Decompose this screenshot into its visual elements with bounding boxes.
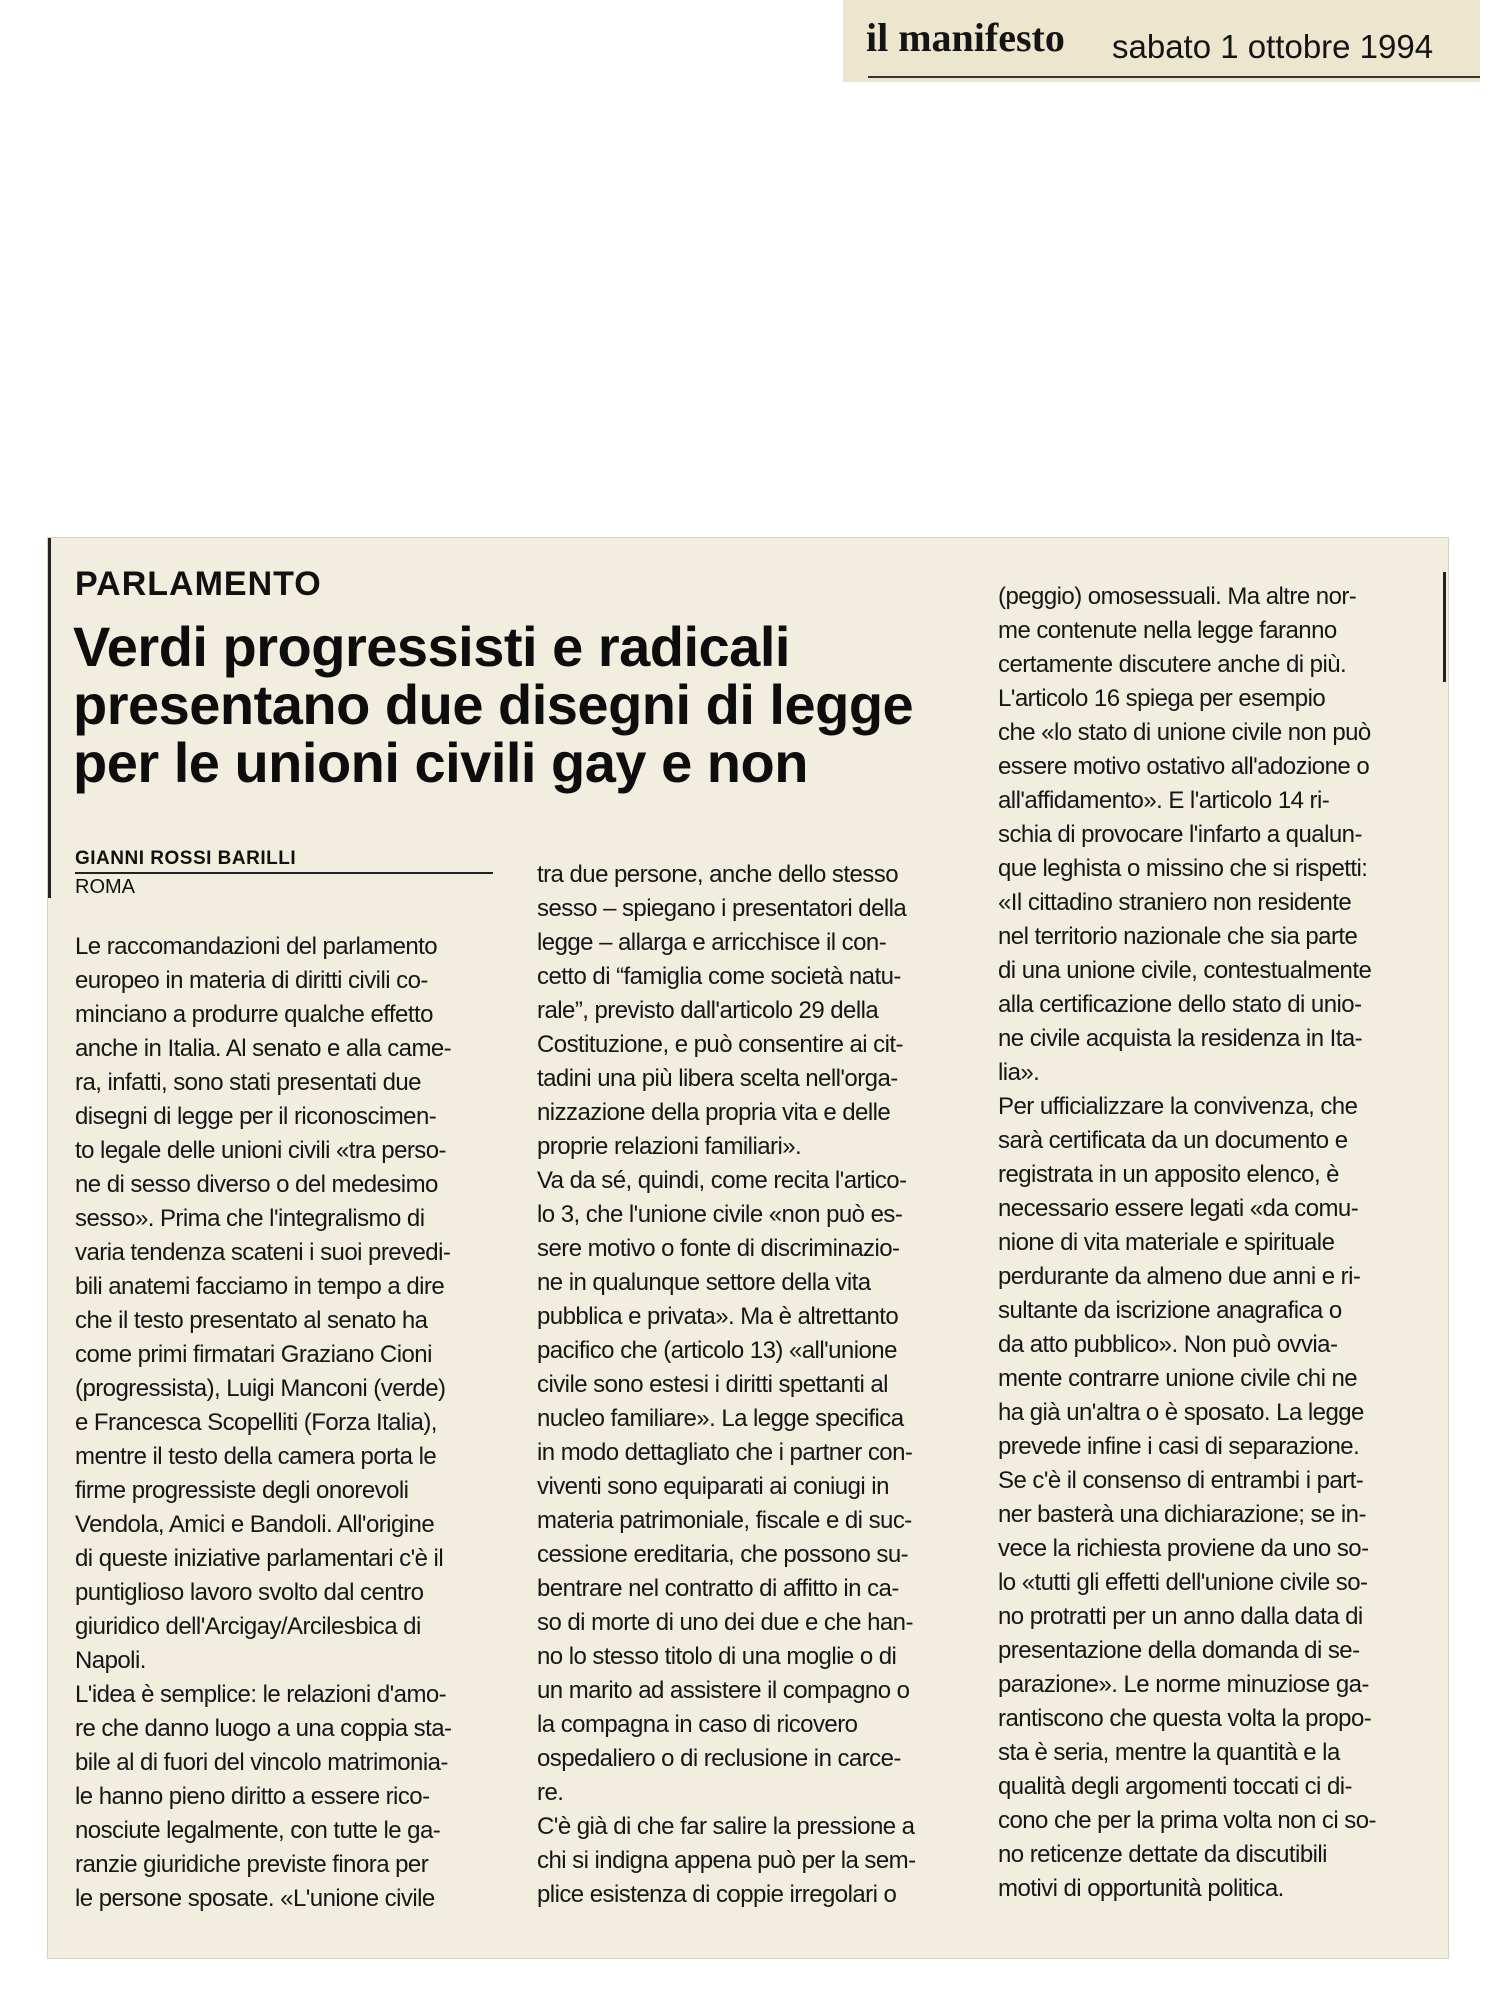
text-line: so di morte di uno dei due e che han- bbox=[537, 1609, 913, 1636]
text-line: «Il cittadino straniero non residente bbox=[998, 889, 1352, 916]
text-line: bentrare nel contratto di affitto in ca- bbox=[537, 1575, 899, 1602]
text-line: nizzazione della propria vita e delle bbox=[537, 1099, 891, 1126]
masthead-rule bbox=[868, 76, 1480, 78]
text-line: di queste iniziative parlamentari c'è il bbox=[75, 1545, 444, 1572]
text-line: nosciute legalmente, con tutte le ga- bbox=[75, 1817, 441, 1844]
text-line: pubblica e privata». Ma è altrettanto bbox=[537, 1303, 899, 1330]
publication-date: sabato 1 ottobre 1994 bbox=[1112, 28, 1434, 65]
text-line: sesso». Prima che l'integralismo di bbox=[75, 1205, 425, 1232]
text-line: ospedaliero o di reclusione in carce- bbox=[537, 1745, 901, 1772]
text-line: viventi sono equiparati ai coniugi in bbox=[537, 1473, 889, 1500]
text-line: la compagna in caso di ricovero bbox=[537, 1711, 858, 1738]
newspaper-name: il manifesto bbox=[866, 15, 1065, 60]
text-line: nucleo familiare». La legge specifica bbox=[537, 1405, 904, 1432]
text-line: ne civile acquista la residenza in Ita- bbox=[998, 1025, 1363, 1052]
text-line: que leghista o missino che si rispetti: bbox=[998, 855, 1368, 882]
section-label: PARLAMENTO bbox=[75, 565, 322, 603]
text-line: lia». bbox=[998, 1059, 1040, 1086]
text-line: no lo stesso titolo di una moglie o di bbox=[537, 1643, 897, 1670]
text-line: motivi di opportunità politica. bbox=[998, 1875, 1284, 1902]
text-line: rantiscono che questa volta la propo- bbox=[998, 1705, 1372, 1732]
headline-line: Verdi progressisti e radicali bbox=[73, 615, 790, 678]
text-line: pacifico che (articolo 13) «all'unione bbox=[537, 1337, 897, 1364]
text-line: Se c'è il consenso di entrambi i part- bbox=[998, 1467, 1364, 1494]
text-line: minciano a produrre qualche effetto bbox=[75, 1001, 433, 1028]
article-column-3 bbox=[998, 580, 1428, 1906]
text-line: da atto pubblico». Non può ovvia- bbox=[998, 1331, 1338, 1358]
byline-rule bbox=[75, 872, 493, 874]
text-line: re. bbox=[537, 1779, 564, 1806]
text-line: nel territorio nazionale che sia parte bbox=[998, 923, 1358, 950]
text-line: chi si indigna appena può per la sem- bbox=[537, 1847, 916, 1874]
text-line: ne in qualunque settore della vita bbox=[537, 1269, 871, 1296]
text-line: lo «tutti gli effetti dell'unione civile so- bbox=[998, 1569, 1368, 1596]
text-line: sta è seria, mentre la quantità e la bbox=[998, 1739, 1340, 1766]
text-line: C'è già di che far salire la pressione a bbox=[537, 1813, 915, 1840]
text-line: tadini una più libera scelta nell'orga- bbox=[537, 1065, 898, 1092]
headline bbox=[73, 615, 973, 794]
text-line: plice esistenza di coppie irregolari o bbox=[537, 1881, 897, 1908]
text-line: le persone sposate. «L'unione civile bbox=[75, 1885, 435, 1912]
text-line: sarà certificata da un documento e bbox=[998, 1127, 1348, 1154]
text-line: nione di vita materiale e spirituale bbox=[998, 1229, 1335, 1256]
text-line: Napoli. bbox=[75, 1647, 146, 1674]
text-line: perdurante da almeno due anni e ri- bbox=[998, 1263, 1361, 1290]
text-line: me contenute nella legge faranno bbox=[998, 617, 1337, 644]
text-line: ner basterà una dichiarazione; se in- bbox=[998, 1501, 1366, 1528]
text-line: puntiglioso lavoro svolto dal centro bbox=[75, 1579, 424, 1606]
text-line: parazione». Le norme minuziose ga- bbox=[998, 1671, 1369, 1698]
text-line: lo 3, che l'unione civile «non può es- bbox=[537, 1201, 903, 1228]
text-line: all'affidamento». E l'articolo 14 ri- bbox=[998, 787, 1330, 814]
text-line: ranzie giuridiche previste finora per bbox=[75, 1851, 429, 1878]
headline-line: per le unioni civili gay e non bbox=[73, 731, 808, 794]
text-line: anche in Italia. Al senato e alla came- bbox=[75, 1035, 452, 1062]
text-line: legge – allarga e arricchisce il con- bbox=[537, 929, 887, 956]
text-line: che «lo stato di unione civile non può bbox=[998, 719, 1371, 746]
text-line: ra, infatti, sono stati presentati due bbox=[75, 1069, 421, 1096]
text-line: proprie relazioni familiari». bbox=[537, 1133, 802, 1160]
text-line: schia di provocare l'infarto a qualun- bbox=[998, 821, 1362, 848]
text-line: presentazione della domanda di se- bbox=[998, 1637, 1360, 1664]
text-line: tra due persone, anche dello stesso bbox=[537, 861, 899, 888]
text-line: cono che per la prima volta non ci so- bbox=[998, 1807, 1376, 1834]
clipping-right-edge bbox=[1443, 572, 1446, 682]
text-line: sesso – spiegano i presentatori della bbox=[537, 895, 907, 922]
text-line: le hanno pieno diritto a essere rico- bbox=[75, 1783, 430, 1810]
text-line: registrata in un apposito elenco, è bbox=[998, 1161, 1339, 1188]
text-line: firme progressiste degli onorevoli bbox=[75, 1477, 409, 1504]
text-line: in modo dettagliato che i partner con- bbox=[537, 1439, 913, 1466]
text-line: L'idea è semplice: le relazioni d'amo- bbox=[75, 1681, 447, 1708]
text-line: bili anatemi facciamo in tempo a dire bbox=[75, 1273, 445, 1300]
text-line: e Francesca Scopelliti (Forza Italia), bbox=[75, 1409, 437, 1436]
text-line: necessario essere legati «da comu- bbox=[998, 1195, 1359, 1222]
text-line: Costituzione, e può consentire ai cit- bbox=[537, 1031, 903, 1058]
text-line: cessione ereditaria, che possono su- bbox=[537, 1541, 909, 1568]
text-line: un marito ad assistere il compagno o bbox=[537, 1677, 910, 1704]
text-line: no protratti per un anno dalla data di bbox=[998, 1603, 1363, 1630]
text-line: rale”, previsto dall'articolo 29 della bbox=[537, 997, 879, 1024]
text-line: mente contrarre unione civile chi ne bbox=[998, 1365, 1358, 1392]
article-column-1 bbox=[75, 930, 495, 1916]
text-line: europeo in materia di diritti civili co- bbox=[75, 967, 428, 994]
text-line: varia tendenza scateni i suoi prevedi- bbox=[75, 1239, 451, 1266]
text-line: qualità degli argomenti toccati ci di- bbox=[998, 1773, 1352, 1800]
text-line: to legale delle unioni civili «tra perso- bbox=[75, 1137, 447, 1164]
text-line: di una unione civile, contestualmente bbox=[998, 957, 1372, 984]
text-line: Vendola, Amici e Bandoli. All'origine bbox=[75, 1511, 435, 1538]
text-line: Va da sé, quindi, come recita l'artico- bbox=[537, 1167, 907, 1194]
article-column-2 bbox=[537, 858, 957, 1912]
text-line: che il testo presentato al senato ha bbox=[75, 1307, 428, 1334]
text-line: re che danno luogo a una coppia sta- bbox=[75, 1715, 452, 1742]
text-line: certamente discutere anche di più. bbox=[998, 651, 1347, 678]
clipping-left-edge bbox=[48, 538, 51, 898]
text-line: giuridico dell'Arcigay/Arcilesbica di bbox=[75, 1613, 421, 1640]
text-line: disegni di legge per il riconoscimen- bbox=[75, 1103, 437, 1130]
text-line: sultante da iscrizione anagrafica o bbox=[998, 1297, 1342, 1324]
text-line: essere motivo ostativo all'adozione o bbox=[998, 753, 1370, 780]
text-line: vece la richiesta proviene da uno so- bbox=[998, 1535, 1369, 1562]
text-line: (peggio) omosessuali. Ma altre nor- bbox=[998, 583, 1357, 610]
text-line: ha già un'altra o è sposato. La legge bbox=[998, 1399, 1364, 1426]
text-line: come primi firmatari Graziano Cioni bbox=[75, 1341, 432, 1368]
text-line: prevede infine i casi di separazione. bbox=[998, 1433, 1360, 1460]
text-line: cetto di “famiglia come società natu- bbox=[537, 963, 901, 990]
text-line: Le raccomandazioni del parlamento bbox=[75, 933, 438, 960]
text-line: Per ufficializzare la convivenza, che bbox=[998, 1093, 1358, 1120]
text-line: bile al di fuori del vincolo matrimonia- bbox=[75, 1749, 448, 1776]
text-line: alla certificazione dello stato di unio- bbox=[998, 991, 1362, 1018]
text-line: ne di sesso diverso o del medesimo bbox=[75, 1171, 438, 1198]
dateline: ROMA bbox=[75, 876, 135, 898]
text-line: L'articolo 16 spiega per esempio bbox=[998, 685, 1326, 712]
text-line: no reticenze dettate da discutibili bbox=[998, 1841, 1327, 1868]
text-line: civile sono estesi i diritti spettanti al bbox=[537, 1371, 888, 1398]
byline: GIANNI ROSSI BARILLI bbox=[75, 848, 297, 869]
text-line: sere motivo o fonte di discriminazio- bbox=[537, 1235, 900, 1262]
text-line: materia patrimoniale, fiscale e di suc- bbox=[537, 1507, 912, 1534]
headline-line: presentano due disegni di legge bbox=[73, 673, 914, 736]
text-line: (progressista), Luigi Manconi (verde) bbox=[75, 1375, 446, 1402]
text-line: mentre il testo della camera porta le bbox=[75, 1443, 437, 1470]
